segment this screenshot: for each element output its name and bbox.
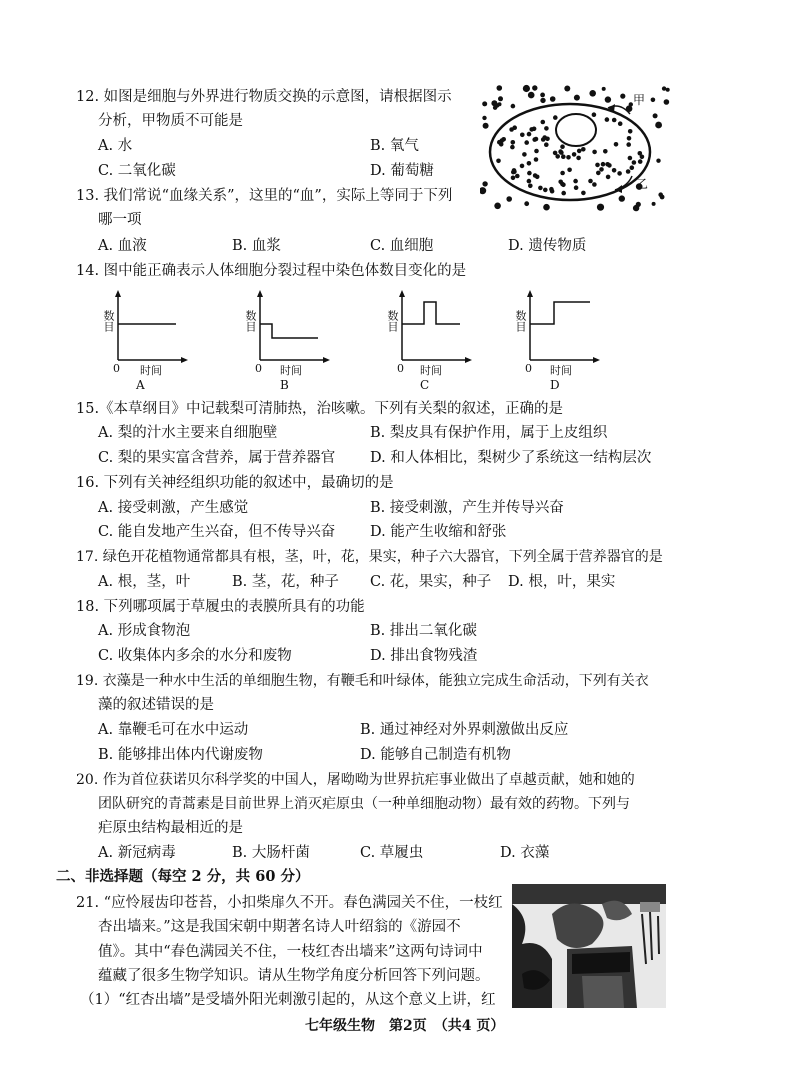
molecule-dot-inside (524, 140, 529, 145)
molecule-dot-inside (581, 191, 586, 196)
q20-option-a: A. 新冠病毒 (98, 845, 176, 861)
q13-stem-line2: 哪一项 (98, 212, 142, 228)
molecule-dot-inside (527, 132, 532, 137)
molecule-dot-inside (561, 154, 566, 159)
molecule-dot-inside (538, 186, 543, 191)
label-jia: 甲 (633, 93, 646, 107)
molecule-dot-outside (662, 86, 666, 90)
q13-option-b: B. 血浆 (232, 238, 281, 254)
molecule-dot-inside (628, 129, 633, 134)
q16-option-a: A. 接受刺激，产生感觉 (98, 500, 249, 516)
molecule-dot-inside (534, 157, 539, 162)
molecule-dot-inside (638, 159, 643, 164)
q19-stem-line2: 藻的叙述错误的是 (98, 697, 214, 713)
q13-stem-line1: 13. 我们常说“血缘关系”，这里的“血”，实际上等同于下列 (76, 188, 453, 204)
q17-stem: 17. 绿色开花植物通常都具有根，茎，叶，花，果实，种子六大器官，下列全属于营养器官的是 (76, 549, 663, 565)
molecule-dot-outside (497, 85, 503, 91)
molecule-dot-inside (534, 137, 539, 142)
molecule-dot-inside (599, 167, 604, 172)
q16-option-c: C. 能自发地产生兴奋，但不传导兴奋 (98, 524, 336, 540)
graph-d-y-label: 数目 (514, 310, 527, 332)
molecule-dot-inside (533, 173, 538, 178)
molecule-dot-outside (653, 113, 658, 118)
molecule-dot-inside (543, 188, 548, 193)
molecule-dot-inside (549, 187, 554, 192)
molecule-dot-outside (480, 187, 486, 194)
molecule-dot-inside (544, 126, 549, 131)
q20-stem-line1: 20. 作为首位获诺贝尔科学奖的中国人，屠呦呦为世界抗疟事业做出了卓越贡献，她和她的 (76, 772, 635, 788)
molecule-dot-inside (628, 156, 633, 161)
q21-stem-line3: 值》。其中“春色满园关不住，一枝红杏出墙来”这两句诗词中 (98, 944, 483, 960)
molecule-dot-inside (528, 184, 533, 189)
q18-option-c: C. 收集体内多余的水分和废物 (98, 648, 292, 664)
q15-stem: 15.《本草纲目》中记载梨可清肺热，治咳嗽。下列有关梨的叙述，正确的是 (76, 401, 564, 417)
page-footer: 七年级生物 第2页 （共4 页） (305, 1018, 505, 1034)
molecule-dot-inside (560, 182, 565, 187)
q12-stem-line2: 分析，甲物质不可能是 (98, 113, 243, 129)
q18-option-a: A. 形成食物泡 (98, 623, 191, 639)
molecule-dot-outside (528, 92, 535, 99)
molecule-dot-outside (483, 123, 489, 129)
molecule-dot-inside (588, 179, 593, 184)
molecule-dot-inside (573, 179, 578, 184)
molecule-dot-inside (603, 149, 608, 154)
molecule-dot-inside (632, 160, 637, 165)
molecule-dot-inside (626, 142, 631, 147)
molecule-dot-inside (567, 168, 572, 173)
q12-option-d: D. 葡萄糖 (370, 163, 434, 179)
graph-b-x-label: 时间 (280, 364, 302, 377)
graph-a-x-label: 时间 (140, 364, 162, 377)
graph-d-origin: 0 (525, 362, 532, 375)
molecule-dot-inside (515, 174, 520, 179)
molecule-dot-outside (605, 96, 611, 102)
molecule-dot-outside (511, 104, 516, 109)
q12-option-c: C. 二氧化碳 (98, 163, 176, 179)
molecule-dot-outside (589, 90, 596, 97)
molecule-dot-inside (595, 163, 600, 168)
molecule-dot-outside (493, 106, 497, 110)
molecule-dot-outside (664, 99, 670, 105)
molecule-dot-inside (541, 120, 546, 125)
molecule-dot-inside (527, 179, 532, 184)
molecule-dot-outside (602, 87, 606, 91)
molecule-dot-inside (612, 118, 617, 123)
q17-option-c: C. 花，果实，种子 (370, 574, 492, 590)
graph-a (108, 288, 188, 364)
molecule-dot-inside (520, 133, 525, 138)
molecule-dot-inside (592, 150, 597, 155)
molecule-dot-inside (630, 165, 635, 170)
molecule-dot-inside (566, 155, 571, 160)
molecule-dot-inside (592, 182, 597, 187)
q13-option-d: D. 遗传物质 (508, 238, 587, 254)
molecule-dot-inside (542, 135, 547, 140)
molecule-dot-inside (626, 169, 631, 174)
molecule-dot-inside (520, 164, 525, 169)
molecule-dot-outside (655, 122, 662, 129)
graph-b-y-label: 数目 (244, 310, 257, 332)
molecule-dot-inside (596, 171, 601, 176)
q18-option-b: B. 排出二氧化碳 (370, 623, 477, 639)
molecule-dot-inside (512, 125, 517, 130)
molecule-dot-inside (553, 151, 558, 156)
molecule-dot-outside (482, 116, 486, 120)
q21-stem-line4: 蕴藏了很多生物学知识。请从生物学角度分析回答下列问题。 (98, 968, 490, 984)
molecule-dot-outside (543, 204, 550, 211)
molecule-dot-outside (523, 85, 530, 92)
q16-option-b: B. 接受刺激，产生并传导兴奋 (370, 500, 564, 516)
molecule-dot-inside (496, 159, 501, 164)
graph-c-origin: 0 (397, 362, 404, 375)
q13-option-c: C. 血细胞 (370, 238, 434, 254)
q15-option-a: A. 梨的汁水主要来自细胞壁 (98, 425, 278, 441)
molecule-dot-inside (512, 168, 517, 173)
q21-sub1: （1）“红杏出墙”是受墙外阳光刺激引起的，从这个意义上讲，红 (80, 992, 496, 1008)
molecule-dot-inside (627, 136, 632, 141)
label-yi: 乙 (636, 177, 649, 191)
q17-option-d: D. 根，叶，果实 (508, 574, 616, 590)
molecule-dot-inside (511, 176, 516, 181)
graph-c-caption: C (420, 378, 430, 392)
molecule-dot-inside (544, 142, 549, 147)
molecule-dot-inside (572, 152, 577, 157)
q20-option-c: C. 草履虫 (360, 845, 424, 861)
molecule-dot-outside (636, 202, 641, 207)
molecule-dot-outside (651, 98, 656, 103)
q12-option-a: A. 水 (98, 138, 133, 154)
graph-d-caption: D (550, 378, 560, 392)
molecule-dot-outside (550, 96, 556, 102)
molecule-dot-outside (574, 95, 580, 101)
molecule-dot-inside (638, 151, 643, 156)
q14-stem: 14. 图中能正确表示人体细胞分裂过程中染色体数目变化的是 (76, 263, 467, 279)
molecule-dot-inside (558, 149, 563, 154)
molecule-dot-inside (618, 121, 623, 126)
apricot-wall-illustration (512, 884, 666, 1008)
molecule-dot-inside (614, 142, 619, 147)
graph-c-x-label: 时间 (420, 364, 442, 377)
q20-stem-line3: 疟原虫结构最相近的是 (98, 820, 243, 836)
molecule-dot-outside (597, 204, 604, 211)
molecule-dot-inside (553, 115, 558, 120)
molecule-dot-outside (666, 88, 670, 92)
q15-option-c: C. 梨的果实富含营养，属于营养器官 (98, 450, 336, 466)
q15-option-d: D. 和人体相比，梨树少了系统这一结构层次 (370, 450, 652, 466)
molecule-dot-inside (510, 145, 515, 150)
graph-b-caption: B (280, 378, 289, 392)
molecule-dot-outside (532, 85, 537, 90)
molecule-dot-inside (581, 147, 586, 152)
molecule-dot-inside (617, 171, 622, 176)
molecule-dot-inside (605, 162, 610, 167)
molecule-dot-inside (534, 149, 539, 154)
q15-option-b: B. 梨皮具有保护作用，属于上皮组织 (370, 425, 608, 441)
molecule-dot-inside (527, 171, 532, 176)
q20-stem-line2: 团队研究的青蒿素是目前世界上消灭疟原虫（一种单细胞动物）最有效的药物。下列与 (98, 796, 630, 812)
molecule-dot-outside (652, 202, 656, 206)
molecule-dot-outside (656, 159, 660, 163)
graph-b-origin: 0 (255, 362, 262, 375)
section-2-title: 二、非选择题（每空 2 分，共 60 分） (56, 868, 310, 885)
graph-b (250, 288, 330, 364)
molecule-dot-outside (498, 96, 503, 101)
molecule-dot-inside (561, 191, 566, 196)
molecule-dot-outside (498, 102, 502, 106)
molecule-dot-inside (577, 149, 582, 154)
molecule-dot-outside (506, 196, 512, 202)
q19-option-a: A. 靠鞭毛可在水中运动 (98, 722, 249, 738)
q16-stem: 16. 下列有关神经组织功能的叙述中，最确切的是 (76, 475, 394, 491)
molecule-dot-outside (564, 86, 570, 92)
molecule-dot-inside (605, 117, 610, 122)
molecule-dot-inside (560, 144, 565, 149)
molecule-dot-inside (511, 140, 516, 145)
molecule-dot-outside (619, 195, 625, 201)
molecule-dot-inside (592, 112, 597, 117)
graph-a-caption: A (136, 378, 145, 392)
molecule-dot-inside (606, 175, 611, 180)
q18-stem: 18. 下列哪项属于草履虫的表膜所具有的功能 (76, 599, 365, 615)
molecule-dot-inside (560, 171, 565, 176)
graph-c-y-label: 数目 (386, 310, 399, 332)
molecule-dot-outside (524, 201, 529, 206)
molecule-dot-outside (660, 195, 665, 200)
q18-option-d: D. 排出食物残渣 (370, 648, 478, 664)
molecule-dot-inside (527, 161, 532, 166)
molecule-dot-inside (529, 127, 534, 132)
molecule-dot-inside (601, 162, 606, 167)
q17-option-a: A. 根，茎，叶 (98, 574, 191, 590)
q21-stem-line1: 21. “应怜屐齿印苍苔，小扣柴扉久不开。春色满园关不住，一枝红 (76, 895, 503, 911)
q20-option-b: B. 大肠杆菌 (232, 845, 310, 861)
molecule-dot-outside (482, 101, 487, 106)
molecule-dot-inside (497, 140, 502, 145)
graph-a-origin: 0 (113, 362, 120, 375)
molecule-dot-outside (540, 98, 545, 103)
q19-option-d: D. 能够自己制造有机物 (360, 747, 511, 763)
molecule-dot-outside (620, 94, 625, 99)
q21-stem-line2: 杏出墙来。”这是我国宋朝中期著名诗人叶绍翁的《游园不 (98, 919, 461, 935)
q19-option-b: B. 通过神经对外界刺激做出反应 (360, 722, 569, 738)
molecule-dot-outside (491, 100, 497, 106)
q12-option-b: B. 氧气 (370, 138, 419, 154)
q16-option-d: D. 能产生收缩和舒张 (370, 524, 507, 540)
q19-option-c: B. 能够排出体内代谢废物 (98, 747, 263, 763)
graph-c (392, 288, 472, 364)
graph-a-y-label: 数目 (102, 310, 115, 332)
molecule-dot-inside (522, 152, 527, 157)
molecule-dot-inside (612, 168, 617, 173)
molecule-dot-outside (482, 181, 487, 186)
q13-option-a: A. 血液 (98, 238, 147, 254)
molecule-dot-inside (574, 185, 579, 190)
molecule-dot-outside (494, 203, 501, 210)
q17-option-b: B. 茎，花，种子 (232, 574, 339, 590)
molecule-dot-outside (540, 93, 545, 98)
molecule-dot-inside (576, 156, 581, 161)
graph-d (520, 288, 600, 364)
q20-option-d: D. 衣藻 (500, 845, 550, 861)
q19-stem-line1: 19. 衣藻是一种水中生活的单细胞生物，有鞭毛和叶绿体，能独立完成生命活动，下列有关衣 (76, 673, 649, 689)
q12-stem-line1: 12. 如图是细胞与外界进行物质交换的示意图，请根据图示 (76, 89, 452, 105)
graph-d-x-label: 时间 (550, 364, 572, 377)
